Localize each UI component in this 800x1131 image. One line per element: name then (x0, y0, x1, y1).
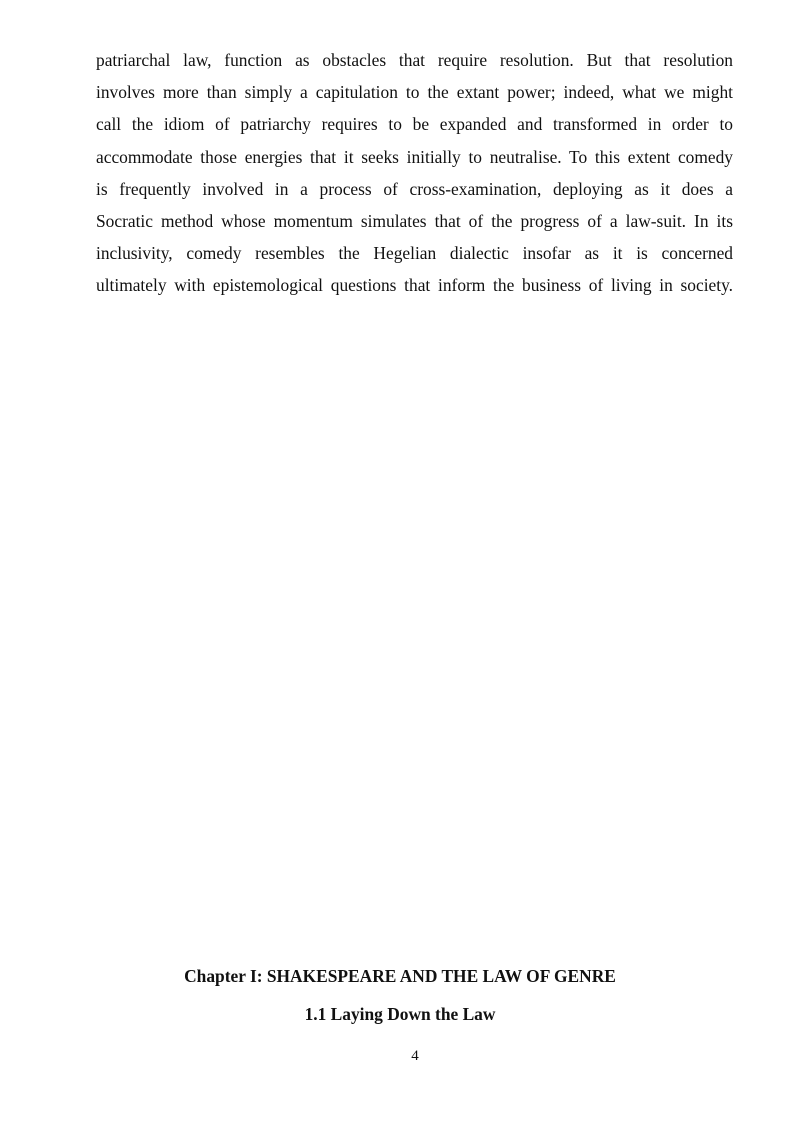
section-title: 1.1 Laying Down the Law (304, 1004, 496, 1024)
paragraph-line-last: ultimately with epistemological questions that inform the business of living in society. (96, 275, 733, 296)
paragraph-line: call the idiom of patriarchy requires to be expanded and transformed in order to (96, 114, 733, 135)
paragraph-line: inclusivity, comedy resembles the Hegelian dialectic insofar as it is concerned (96, 243, 733, 264)
body-paragraph (96, 44, 733, 302)
paragraph-line: accommodate those energies that it seeks initially to neutralise. To this extent comedy (96, 146, 733, 167)
page-number: 4 (411, 1048, 419, 1064)
paragraph-line: is frequently involved in a process of cross-examination, deploying as it does a (96, 178, 733, 199)
paragraph-line: Socratic method whose momentum simulates that of the progress of a law-suit. In its (96, 211, 733, 232)
paragraph-line: patriarchal law, function as obstacles that require resolution. But that resolution (96, 50, 733, 70)
chapter-title: Chapter I: SHAKESPEARE AND THE LAW OF GENRE (184, 966, 616, 986)
paragraph-line: involves more than simply a capitulation to the extant power; indeed, what we might (96, 82, 733, 103)
